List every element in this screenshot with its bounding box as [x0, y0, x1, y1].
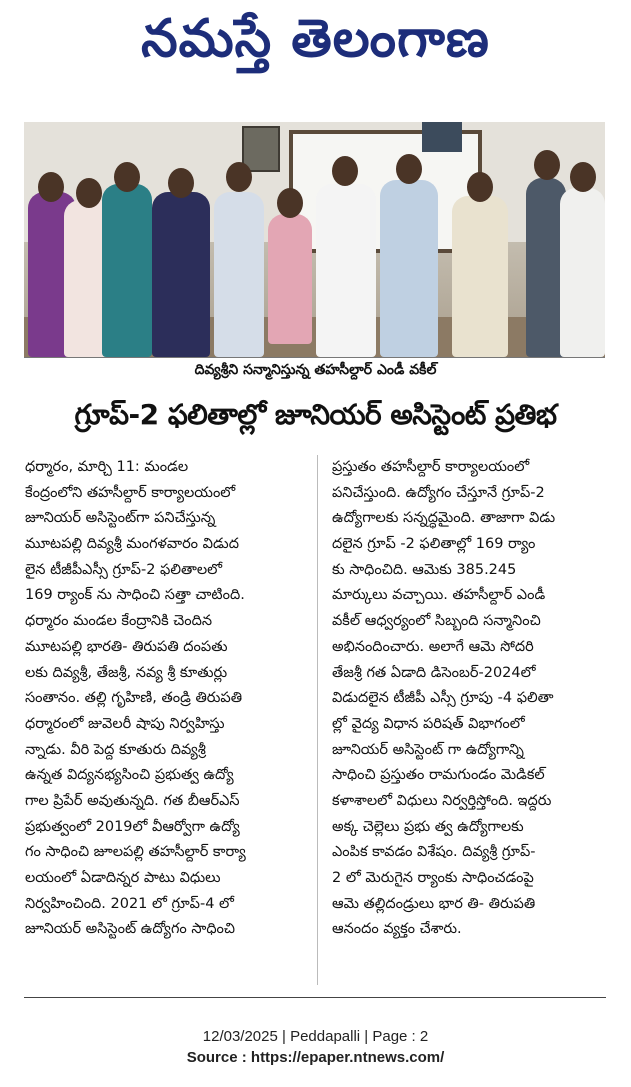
article-text-line: పనిచేస్తుంది. ఉద్యోగం చేస్తూనే గ్రూప్-2 — [332, 484, 545, 501]
article-text-line: ల్లో వైద్య విధాన పరిషత్ విభాగంలో — [332, 715, 525, 732]
article-text-line: మూటపల్లి దివ్యశ్రీ మంగళవారం విడుద — [25, 536, 239, 553]
article-text-line: అక్క చెల్లెలు ప్రభు త్వ ఉద్యోగాలకు — [332, 818, 524, 835]
article-text-line: అభినందించారు. అలాగే ఆమె సోదరి — [332, 638, 534, 655]
article-text-line: లకు దివ్యశ్రీ, తేజశ్రీ, నవ్య శ్రీ కూతుర్లు — [25, 664, 228, 681]
article-text-line: దలైన గ్రూప్ -2 ఫలితాల్లో 169 ర్యాం — [332, 536, 536, 553]
footer-rule — [24, 997, 606, 998]
photo-person — [560, 188, 605, 357]
article-headline: గ్రూప్-2 ఫలితాల్లో జూనియర్ అసిస్టెంట్ ప్రతిభ — [74, 398, 557, 431]
article-text-line: ధర్మారంలో జువెలరీ షాపు నిర్వహిస్తు — [25, 715, 225, 732]
article-text-line: 169 ర్యాంక్ ను సాధించి సత్తా చాటింది. — [25, 587, 245, 604]
photo-person — [316, 184, 376, 357]
photo-person-head — [570, 162, 596, 192]
article-text-line: సాధించి ప్రస్తుతం రామగుండం మెడికల్ — [332, 767, 545, 784]
article-text-line: 2 లో మెరుగైన ర్యాంకు సాధించడంపై — [332, 870, 534, 886]
article-text-line: లైన టీజీపీఎస్సీ గ్రూప్-2 ఫలితాలలో — [25, 561, 223, 578]
photo-person — [268, 214, 312, 344]
article-text-line: కేంద్రంలోని తహసీల్దార్ కార్యాలయంలో — [25, 484, 236, 501]
photo-person-head — [396, 154, 422, 184]
article-text-line: వకీల్ ఆధ్వర్యంలో సిబ్బంది సన్మానించి — [332, 613, 541, 630]
article-text-line: తేజశ్రీ గత ఏడాది డిసెంబర్-2024లో — [332, 664, 536, 681]
article-text-line: ఉన్నత విద్యనభ్యసించి ప్రభుత్వ ఉద్యో — [25, 767, 234, 784]
photo-person-head — [168, 168, 194, 198]
photo-person — [380, 180, 438, 357]
article-text-line: జూనియర్ అసిస్టెంట్‌గా పనిచేస్తున్న — [25, 510, 216, 527]
article-right-column — [332, 455, 604, 943]
article-text-line: ధర్మారం మండల కేంద్రానికి చెందిన — [25, 613, 213, 630]
photo-person-head — [332, 156, 358, 186]
newspaper-masthead: నమస్తే తెలంగాణ — [141, 8, 490, 69]
photo-caption: దివ్యశ్రీని సన్మానిస్తున్న తహసీల్దార్ ఎండీ వకీల్ — [194, 362, 437, 378]
photo-wall-frame — [422, 122, 462, 152]
article-text-line: సంతానం. తల్లి గృహిణి, తండ్రి తిరుపతి — [25, 690, 243, 707]
article-text-line: లయంలో ఏడాదిన్నర పాటు విధులు — [25, 870, 221, 886]
photo-person — [102, 184, 152, 357]
footer-source-link[interactable]: Source : https://epaper.ntnews.com/ — [186, 1049, 445, 1066]
article-left-column — [25, 455, 297, 943]
photo-person — [452, 196, 508, 357]
article-text-line: మార్కులు వచ్చాయి. తహసీల్దార్ ఎండీ — [332, 587, 546, 604]
column-divider — [317, 455, 318, 985]
article-text-line: గాల ప్రిపేర్ అవుతున్నది. గత బీఆర్ఎస్ — [25, 792, 240, 809]
article-text-line: ఉద్యోగాలకు సన్నద్ధమైంది. తాజాగా విడు — [332, 510, 556, 527]
article-text-line: ధర్మారం, మార్చి 11: మండల — [25, 459, 189, 475]
article-text-line: ఆమె తల్లిదండ్రులు భార తి- తిరుపతి — [332, 895, 536, 912]
photo-person-head — [534, 150, 560, 180]
article-text-line: కళాశాలలో విధులు నిర్వర్తిస్తోంది. ఇద్దరు — [332, 792, 552, 809]
article-text-line: విడుదలైన టీజీపీ ఎస్సీ గ్రూపు -4 ఫలితా — [332, 690, 554, 707]
news-photo — [24, 122, 605, 358]
photo-person — [214, 192, 264, 357]
article-text-line: మూటపల్లి భారతి- తిరుపతి దంపతు — [25, 638, 228, 655]
photo-person-head — [76, 178, 102, 208]
photo-person — [152, 192, 210, 357]
photo-person-head — [467, 172, 493, 202]
footer-date-edition: 12/03/2025 | Peddapalli | Page : 2 — [202, 1028, 429, 1045]
article-text-line: ప్రస్తుతం తహసీల్దార్ కార్యాలయంలో — [332, 459, 530, 475]
article-text-line: ఎంపిక కావడం విశేషం. దివ్యశ్రీ గ్రూప్- — [332, 844, 536, 861]
article-text-line: కు సాధించిది. ఆమెకు 385.245 — [332, 561, 517, 578]
photo-person-head — [38, 172, 64, 202]
photo-person-head — [277, 188, 303, 218]
article-text-line: న్నాడు. వీరి పెద్ద కూతురు దివ్యశ్రీ — [25, 741, 206, 758]
article-text-line: ఆనందం వ్యక్తం చేశారు. — [332, 921, 462, 938]
article-text-line: జూనియర్ అసిస్టెంట్ ఉద్యోగం సాధించి — [25, 921, 236, 938]
photo-person-head — [114, 162, 140, 192]
article-text-line: ప్రభుత్వంలో 2019లో వీఆర్వోగా ఉద్యో — [25, 818, 240, 835]
photo-person-head — [226, 162, 252, 192]
article-text-line: జూనియర్ అసిస్టెంట్ గా ఉద్యోగాన్ని — [332, 741, 524, 758]
article-text-line: గం సాధించి జూలపల్లి తహసీల్దార్ కార్యా — [25, 844, 246, 861]
article-text-line: నిర్వహించింది. 2021 లో గ్రూప్-4 లో — [25, 895, 234, 912]
